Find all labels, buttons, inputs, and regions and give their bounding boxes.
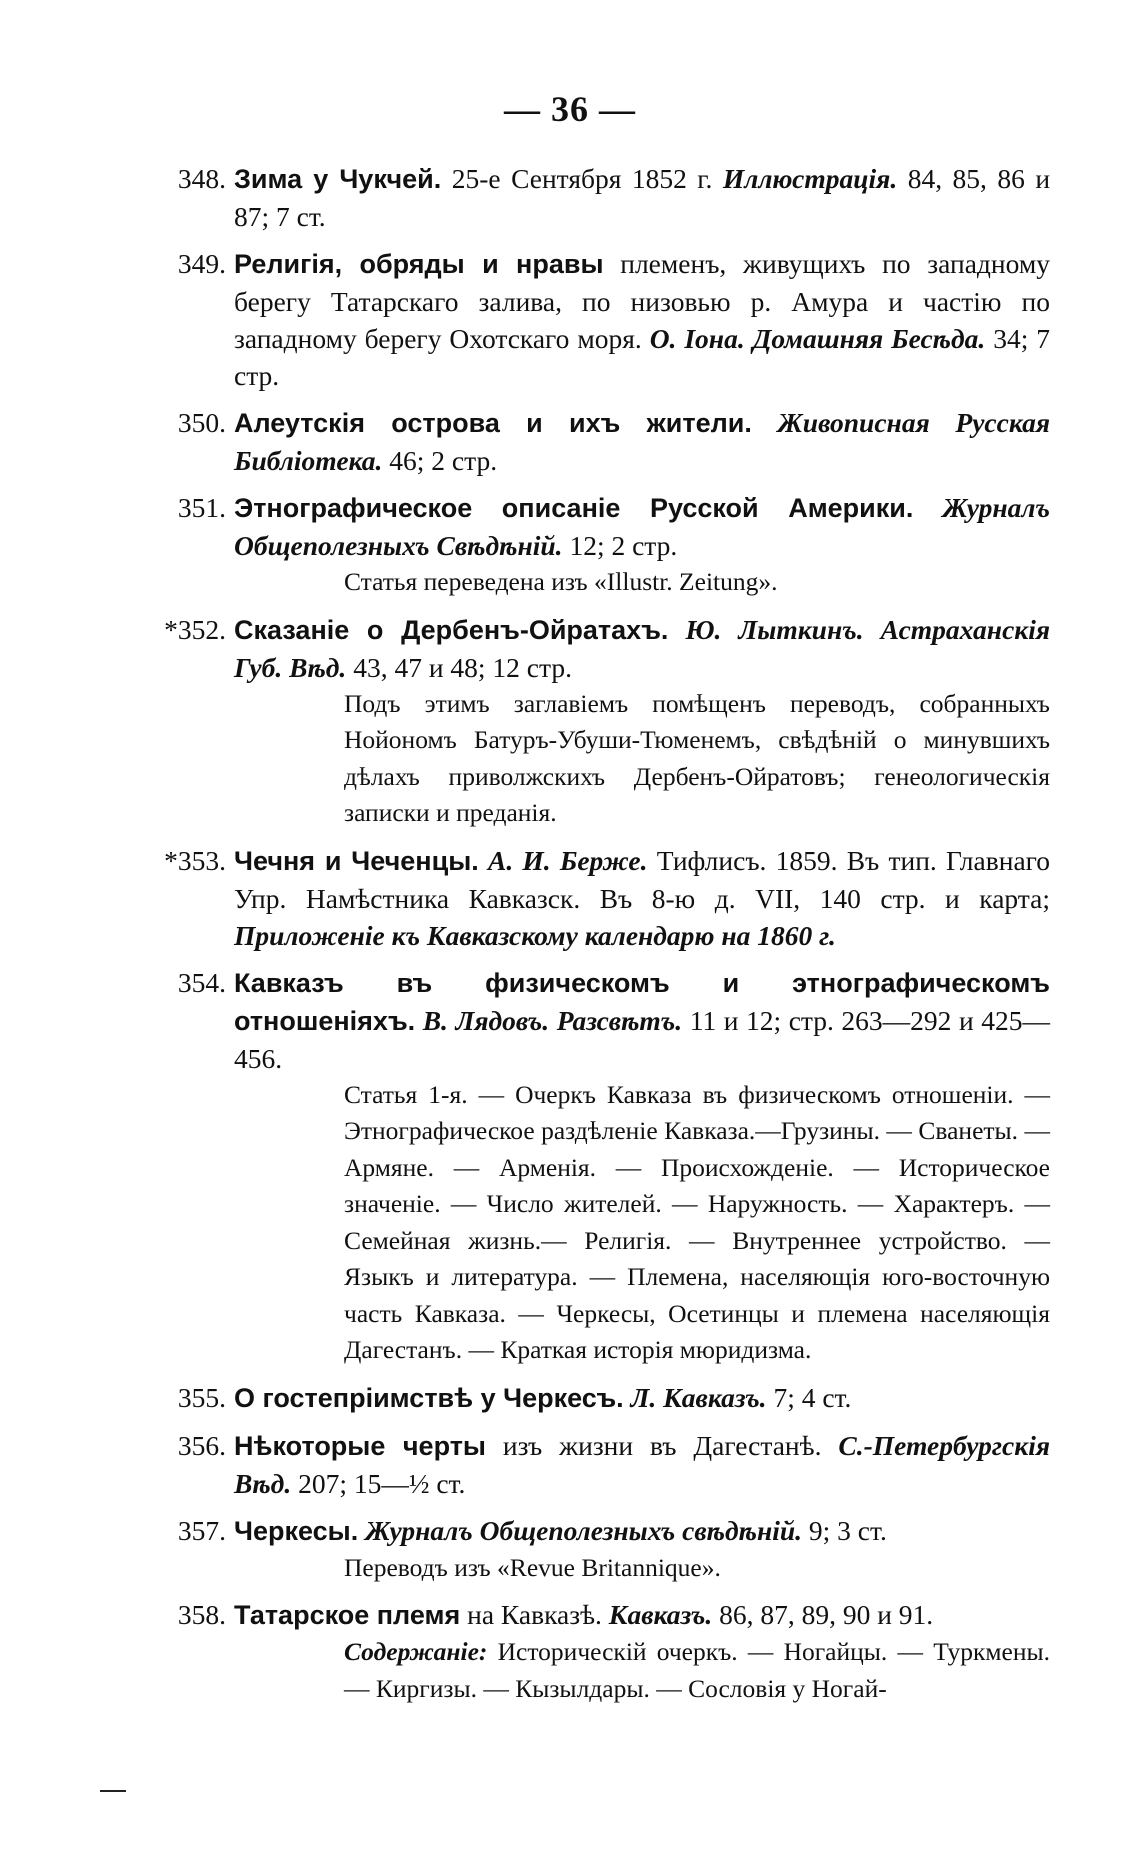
entry-number: *353.	[164, 844, 226, 876]
entry-number: 349.	[177, 248, 226, 279]
entry-number: 350.	[177, 407, 226, 438]
entry-pages: 12; 2 стр.	[569, 530, 678, 561]
entry-354	[150, 964, 1050, 1369]
entry-source: Приложеніе къ Кавказскому календарю на 1860 г.	[234, 919, 836, 951]
entry-number: 355.	[177, 1381, 226, 1413]
entry-source: Разсвѣтъ.	[556, 1004, 683, 1036]
entry-number: 358.	[177, 1599, 226, 1630]
entry-356	[150, 1427, 1050, 1502]
entry-number: 354.	[177, 966, 226, 998]
entry-author: А. И. Берже.	[487, 844, 648, 876]
entry-353	[150, 842, 1050, 954]
entry-title: Чечня и Чеченцы.	[234, 845, 479, 876]
entry-title: Татарское племя	[234, 1600, 461, 1630]
entry-author: О. Іона.	[649, 323, 745, 354]
entry-source: С.-Петербургскія Вѣд.	[234, 1429, 1051, 1499]
entry-note: Статья переведена изъ «Illustr. Zeitung».	[344, 567, 778, 596]
entry-note-label: Содержаніе:	[344, 1637, 488, 1666]
entry-351	[150, 489, 1050, 601]
entry-source: Кавказъ.	[608, 1599, 713, 1630]
entry-357	[150, 1512, 1050, 1587]
entry-pages: 43, 47 и 48; 12 стр.	[353, 651, 572, 683]
entry-title: Этнографическое описаніе Русской Америки.	[234, 493, 914, 523]
entry-title: О гостепріимствѣ у Черкесъ.	[234, 1382, 624, 1413]
entry-source: Живописная Русская Библіотека.	[234, 407, 1050, 476]
entry-pages: 34; 7 стр.	[234, 323, 1051, 391]
entry-title: Черкесы.	[234, 1515, 359, 1546]
entry-note: Переводъ изъ «Revue Britannique».	[344, 1552, 721, 1582]
entry-source: Журналъ Общеполезныхъ свѣдѣній.	[365, 1514, 803, 1546]
bibliography-list	[150, 160, 1050, 1717]
entry-358	[150, 1596, 1050, 1707]
entry-source: Кавказъ.	[663, 1381, 767, 1413]
entry-author: Ю. Лыткинъ.	[685, 613, 864, 645]
entry-text: изъ жизни въ Дагестанѣ.	[502, 1429, 822, 1461]
entry-note: Подъ этимъ заглавіемъ помѣщенъ переводъ, собранныхъ Нойономъ Батуръ-Убуши-Тюменемъ, свѣдѣній о минувшихъ дѣлахъ приволжскихъ Дербенъ-Ойратовъ; генеологическія записки и преданія.	[344, 688, 1050, 827]
entry-source: Домашняя Бесѣда.	[752, 323, 986, 354]
scan-mark	[100, 1790, 126, 1792]
entry-number: *352.	[164, 613, 226, 645]
entry-pages: 11 и 12; стр. 263—292 и 425—456.	[234, 1004, 1050, 1074]
entry-number: 357.	[177, 1514, 226, 1546]
entry-350	[150, 404, 1050, 479]
entry-text: Тифлисъ. 1859. Въ тип. Главнаго Упр. Намѣстника Кавказск. Въ 8-ю д. VII, 140 стр. и карта;	[234, 844, 1050, 914]
entry-pages: 207; 15—½ ст.	[298, 1467, 466, 1499]
entry-number: 356.	[177, 1429, 226, 1461]
entry-text: племенъ, живущихъ по западному берегу Татарскаго залива, по низовью р. Амура и частію по западному берегу Охотскаго моря.	[234, 248, 1050, 354]
entry-pages: 86, 87, 89, 90 и 91.	[719, 1599, 934, 1630]
entry-title: Сказаніе о Дербенъ-Ойратахъ.	[234, 614, 669, 645]
entry-title: Нѣкоторые черты	[234, 1430, 486, 1461]
entry-text: 25-е Сентября 1852 г.	[451, 163, 713, 194]
entry-title: Зима у Чукчей.	[234, 164, 442, 194]
entry-source: Астраханскія Губ. Вѣд.	[234, 613, 1051, 683]
entry-pages: 9; 3 ст.	[808, 1514, 887, 1546]
entry-352	[150, 611, 1050, 832]
entry-pages: 46; 2 стр.	[389, 445, 498, 476]
entry-title: Алеутскія острова и ихъ жители.	[234, 408, 752, 438]
entry-title: Кавказъ въ физическомъ и этнографическомъ отношеніяхъ.	[234, 967, 1050, 1036]
entry-number: 348.	[177, 163, 226, 194]
entry-348	[150, 160, 1050, 235]
entry-number: 351.	[177, 492, 226, 523]
entry-pages: 7; 4 ст.	[773, 1381, 852, 1413]
entry-source: Иллюстрація.	[722, 163, 898, 194]
page-number: — 36 —	[504, 89, 636, 129]
entry-note-text: Историческій очеркъ. — Ногайцы. — Туркмены. — Киргизы. — Кызылдары. — Сословія у Ногай-	[344, 1637, 1051, 1703]
entry-349	[150, 245, 1050, 394]
entry-author: Л.	[630, 1381, 657, 1413]
entry-text: на Кавказѣ.	[467, 1599, 602, 1630]
entry-author: В. Лядовъ.	[422, 1004, 550, 1036]
entry-355	[150, 1379, 1050, 1417]
entry-pages: 84, 85, 86 и 87; 7 ст.	[234, 163, 1051, 232]
entry-note	[234, 1634, 1050, 1707]
entry-source: Журналъ Общеполезныхъ Свѣдѣній.	[234, 492, 1050, 561]
entry-note: Статья 1-я. — Очеркъ Кавказа въ физическомъ отношеніи. — Этнографическое раздѣленіе Кавказа.—Грузины. — Сванеты. — Армяне. — Арменія. — Происхожденіе. — Историческое значеніе. — Число жителей. — Наружность. — Характеръ. — Семейная жизнь.— Религія. — Внутреннее устройство. — Языкъ и литература. — Племена, населяющія юго-восточную часть Кавказа. — Черкесы, Осетинцы и племена населяющія Дагестанъ. — Краткая исторія мюридизма.	[344, 1079, 1050, 1364]
entry-title: Религія, обряды и нравы	[234, 249, 604, 279]
